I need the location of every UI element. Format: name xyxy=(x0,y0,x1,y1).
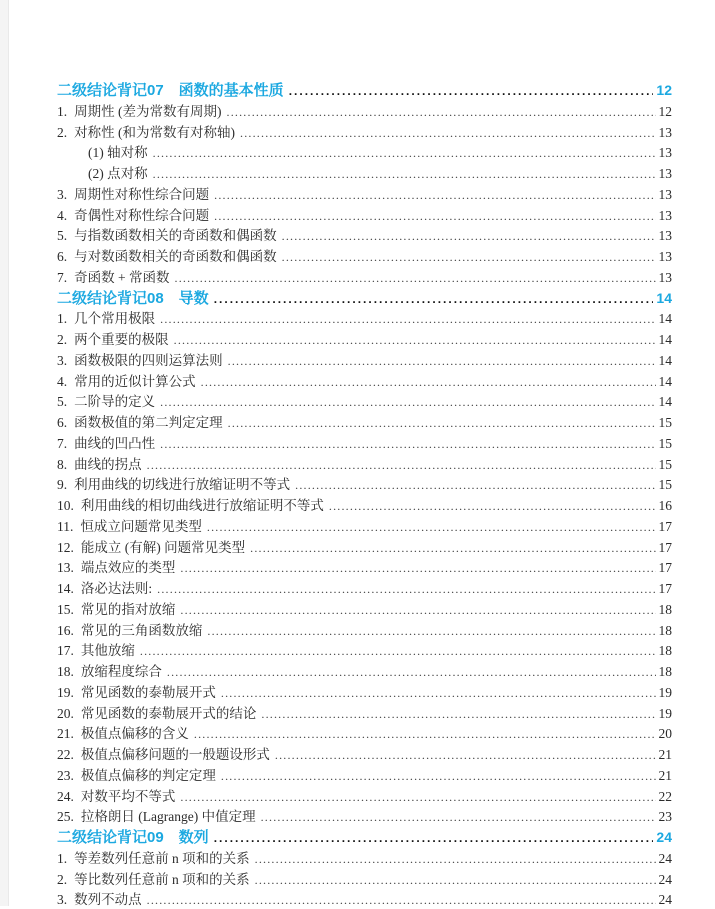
toc-entry xyxy=(57,224,672,245)
dot-leader xyxy=(175,270,656,286)
dot-leader xyxy=(153,166,656,182)
toc-entry-page: 13 xyxy=(658,124,672,140)
toc-entry-page: 21 xyxy=(658,767,672,783)
toc-entry xyxy=(57,556,672,577)
dot-leader xyxy=(255,851,656,867)
dot-leader xyxy=(207,623,655,639)
toc-entry xyxy=(57,307,672,328)
toc-entry-page: 20 xyxy=(658,726,672,742)
toc-entry-number: 22. xyxy=(57,747,74,762)
toc-entry-text: 与指数函数相关的奇函数和偶函数 xyxy=(74,228,277,244)
toc-entry-page: 17 xyxy=(658,539,672,555)
toc-entry-number: 5. xyxy=(57,394,68,410)
toc-entry-number: 17. xyxy=(57,643,74,659)
toc-entry-number: 4. xyxy=(57,373,68,389)
toc-entry-text: 常见的三角函数放缩 xyxy=(80,622,203,638)
toc-section-heading xyxy=(57,79,672,100)
toc-entry xyxy=(57,183,672,204)
dot-leader xyxy=(174,332,656,348)
dot-leader xyxy=(228,353,656,369)
dot-leader xyxy=(214,290,654,307)
toc-entry-number: 6. xyxy=(57,415,68,430)
dot-leader xyxy=(250,540,655,556)
dot-leader xyxy=(140,643,656,659)
toc-entry-text: 几个常用极限 xyxy=(74,311,156,327)
toc-entry-text: (2) 点对称 xyxy=(88,166,148,181)
toc-entry-number: 5. xyxy=(57,228,68,244)
toc-entry-page: 12 xyxy=(658,103,672,119)
toc-entry-number: 16. xyxy=(57,622,74,638)
dot-leader xyxy=(255,872,656,888)
toc-entry-number: 20. xyxy=(57,705,74,721)
toc-entry xyxy=(57,432,672,453)
toc-entry-text: 端点效应的类型 xyxy=(80,560,176,576)
toc-entry xyxy=(57,868,672,889)
toc-entry-text: 常见的指对放缩 xyxy=(80,601,176,617)
dot-leader xyxy=(180,789,655,805)
dot-leader xyxy=(240,125,656,141)
toc-entry-text: 极值点偏移的含义 xyxy=(80,726,189,742)
dot-leader xyxy=(295,477,655,493)
toc-entry-text: 奇偶性对称性综合问题 xyxy=(74,207,210,223)
toc-entry xyxy=(57,162,672,183)
toc-entry xyxy=(57,681,672,702)
toc-entry-text: 对称性 (和为常数有对称轴) xyxy=(74,124,235,140)
toc-entry-number: 23. xyxy=(57,767,74,783)
toc-entry-page: 13 xyxy=(658,166,672,181)
toc-entry-number: 3. xyxy=(57,892,68,908)
toc-entry-page: 13 xyxy=(658,228,672,244)
toc-entry-page: 14 xyxy=(658,394,672,410)
toc-entry-page: 13 xyxy=(658,145,672,161)
toc-entry-page: 14 xyxy=(658,311,672,327)
toc-entry xyxy=(57,619,672,640)
dot-leader xyxy=(214,187,655,203)
toc-entry-text: 周期性 (差为常数有周期) xyxy=(74,103,222,119)
toc-entry-number: 11. xyxy=(57,518,74,534)
toc-entry xyxy=(57,598,672,619)
toc-section-heading xyxy=(57,287,672,308)
toc-section-title: 二级结论背记08 导数 xyxy=(57,289,209,307)
toc-entry-page: 15 xyxy=(658,415,672,430)
dot-leader xyxy=(228,415,656,431)
toc-entry xyxy=(57,743,672,764)
page-edge xyxy=(0,0,9,906)
toc-entry-text: 与对数函数相关的奇函数和偶函数 xyxy=(74,249,277,264)
toc-section-title: 二级结论背记07 函数的基本性质 xyxy=(57,82,284,99)
toc-entry-page: 18 xyxy=(658,643,672,659)
toc-entry xyxy=(57,141,672,162)
toc-entry-text: 常用的近似计算公式 xyxy=(74,373,196,389)
toc-entry-number: 2. xyxy=(57,124,68,140)
toc-entry xyxy=(57,805,672,826)
toc-entry-page: 13 xyxy=(658,186,672,202)
toc-entry-number: 7. xyxy=(57,269,68,285)
toc-entry-page: 13 xyxy=(658,207,672,223)
toc-entry xyxy=(57,494,672,515)
toc-entry-page: 18 xyxy=(658,622,672,638)
toc-entry xyxy=(57,702,672,723)
toc-entry xyxy=(57,473,672,494)
toc-entry-text: 极值点偏移的判定定理 xyxy=(80,767,216,783)
toc-entry xyxy=(57,245,672,266)
toc-entry-number: 3. xyxy=(57,186,68,202)
toc-entry-page: 17 xyxy=(658,518,672,534)
toc-entry xyxy=(57,536,672,557)
toc-entry-page: 15 xyxy=(658,477,672,493)
toc-entry xyxy=(57,370,672,391)
dot-leader xyxy=(221,685,656,701)
toc-entry-number: 24. xyxy=(57,788,74,804)
dot-leader xyxy=(282,228,656,244)
toc-entry-page: 22 xyxy=(658,788,672,804)
dot-leader xyxy=(201,374,656,390)
dot-leader xyxy=(194,726,656,742)
dot-leader xyxy=(227,104,656,120)
toc-entry-text: 恒成立问题常见类型 xyxy=(80,518,202,534)
toc-entry-page: 14 xyxy=(658,332,672,347)
toc-entry xyxy=(57,785,672,806)
toc-entry-number: 18. xyxy=(57,664,74,679)
toc-entry-text: 等比数列任意前 n 项和的关系 xyxy=(74,871,250,887)
toc-entry-text: 曲线的凹凸性 xyxy=(74,435,156,451)
toc-entry-page: 24 xyxy=(658,892,672,908)
toc-entry-number: 1. xyxy=(57,103,68,119)
toc-entry xyxy=(57,660,672,681)
dot-leader xyxy=(214,829,654,846)
toc-entry-text: 常见函数的泰勒展开式 xyxy=(80,684,216,700)
toc-entry xyxy=(57,847,672,868)
toc-entry-number: 14. xyxy=(57,581,74,596)
toc-entry-page: 17 xyxy=(658,581,672,596)
dot-leader xyxy=(180,560,655,576)
toc-entry-number: 13. xyxy=(57,560,74,576)
toc-entry xyxy=(57,266,672,287)
toc-entry xyxy=(57,411,672,432)
toc-entry-text: 利用曲线的相切曲线进行放缩证明不等式 xyxy=(80,498,324,513)
toc-entry-text: 等差数列任意前 n 项和的关系 xyxy=(74,850,250,866)
dot-leader xyxy=(221,768,656,784)
toc-entry-text: 函数极限的四则运算法则 xyxy=(74,352,223,368)
toc-entry xyxy=(57,577,672,598)
toc-entry-page: 14 xyxy=(658,352,672,368)
toc-entry-page: 24 xyxy=(658,850,672,866)
toc-entry-text: (1) 轴对称 xyxy=(88,145,148,161)
dot-leader xyxy=(160,394,655,410)
toc-entry-text: 二阶导的定义 xyxy=(74,394,156,410)
toc-entry-number: 6. xyxy=(57,249,68,264)
toc-entry-text: 利用曲线的切线进行放缩证明不等式 xyxy=(74,477,291,493)
toc-entry-page: 18 xyxy=(658,664,672,679)
toc-entry xyxy=(57,515,672,536)
toc-entry-number: 21. xyxy=(57,726,74,742)
toc-entry-number: 12. xyxy=(57,539,74,555)
toc-entry xyxy=(57,204,672,225)
toc-entry-page: 24 xyxy=(656,829,672,845)
toc-entry-page: 15 xyxy=(658,435,672,451)
dot-leader xyxy=(153,145,656,161)
dot-leader xyxy=(214,208,655,224)
toc-entry-number: 2. xyxy=(57,871,68,887)
toc xyxy=(57,79,672,909)
toc-entry-page: 19 xyxy=(658,684,672,700)
toc-entry-page: 17 xyxy=(658,560,672,576)
toc-entry-text: 曲线的拐点 xyxy=(74,456,142,472)
toc-entry-number: 1. xyxy=(57,850,68,866)
toc-entry-number: 4. xyxy=(57,207,68,223)
toc-entry xyxy=(57,349,672,370)
toc-entry-text: 能成立 (有解) 问题常见类型 xyxy=(80,539,246,555)
toc-entry-text: 拉格朗日 (Lagrange) 中值定理 xyxy=(80,809,256,825)
toc-entry-page: 18 xyxy=(658,601,672,617)
toc-entry-text: 奇函数 + 常函数 xyxy=(74,269,170,285)
toc-entry xyxy=(57,390,672,411)
toc-entry-number: 3. xyxy=(57,352,68,368)
toc-entry-text: 极值点偏移问题的一般题设形式 xyxy=(80,747,270,762)
toc-entry-page: 24 xyxy=(658,871,672,887)
toc-entry xyxy=(57,764,672,785)
dot-leader xyxy=(329,498,656,514)
toc-entry-page: 14 xyxy=(656,289,672,306)
toc-entry xyxy=(57,639,672,660)
toc-entry-number: 7. xyxy=(57,435,68,451)
toc-entry-page: 15 xyxy=(658,456,672,472)
toc-section-title: 二级结论背记09 数列 xyxy=(57,829,209,846)
toc-entry-number: 9. xyxy=(57,477,68,493)
toc-entry xyxy=(57,328,672,349)
toc-entry-page: 13 xyxy=(658,249,672,264)
toc-entry-page: 23 xyxy=(658,809,672,825)
dot-leader xyxy=(282,249,656,265)
toc-entry-text: 周期性对称性综合问题 xyxy=(74,186,210,202)
toc-entry xyxy=(57,453,672,474)
toc-entry xyxy=(57,722,672,743)
dot-leader xyxy=(261,706,655,722)
toc-entry-text: 放缩程度综合 xyxy=(80,664,162,679)
toc-entry-text: 函数极值的第二判定定理 xyxy=(74,415,223,430)
dot-leader xyxy=(289,82,654,99)
toc-entry-page: 12 xyxy=(656,82,672,98)
toc-entry-number: 10. xyxy=(57,498,74,513)
toc-entry-text: 对数平均不等式 xyxy=(80,788,176,804)
toc-entry-number: 15. xyxy=(57,601,74,617)
dot-leader xyxy=(147,457,656,473)
toc-entry-text: 洛必达法则: xyxy=(80,581,153,596)
toc-entry-number: 2. xyxy=(57,332,68,347)
dot-leader xyxy=(180,602,655,618)
toc-entry-page: 19 xyxy=(658,705,672,721)
toc-entry-page: 13 xyxy=(658,269,672,285)
toc-entry-text: 其他放缩 xyxy=(80,643,135,659)
toc-entry-number: 1. xyxy=(57,311,68,327)
toc-entry-page: 16 xyxy=(658,498,672,513)
toc-entry-text: 常见函数的泰勒展开式的结论 xyxy=(80,705,257,721)
dot-leader xyxy=(261,809,656,825)
dot-leader xyxy=(167,664,656,680)
dot-leader xyxy=(160,436,655,452)
toc-entry xyxy=(57,121,672,142)
toc-entry xyxy=(57,100,672,121)
toc-entry-text: 两个重要的极限 xyxy=(74,332,169,347)
toc-entry-page: 14 xyxy=(658,373,672,389)
toc-section-heading xyxy=(57,826,672,847)
dot-leader xyxy=(207,519,656,535)
dot-leader xyxy=(157,581,655,597)
dot-leader xyxy=(160,311,655,327)
toc-entry-number: 19. xyxy=(57,684,74,700)
dot-leader xyxy=(275,747,656,763)
toc-entry-number: 25. xyxy=(57,809,74,825)
toc-entry-text: 数列不动点 xyxy=(74,892,142,908)
toc-entry-number: 8. xyxy=(57,456,68,472)
toc-entry-page: 21 xyxy=(658,747,672,762)
